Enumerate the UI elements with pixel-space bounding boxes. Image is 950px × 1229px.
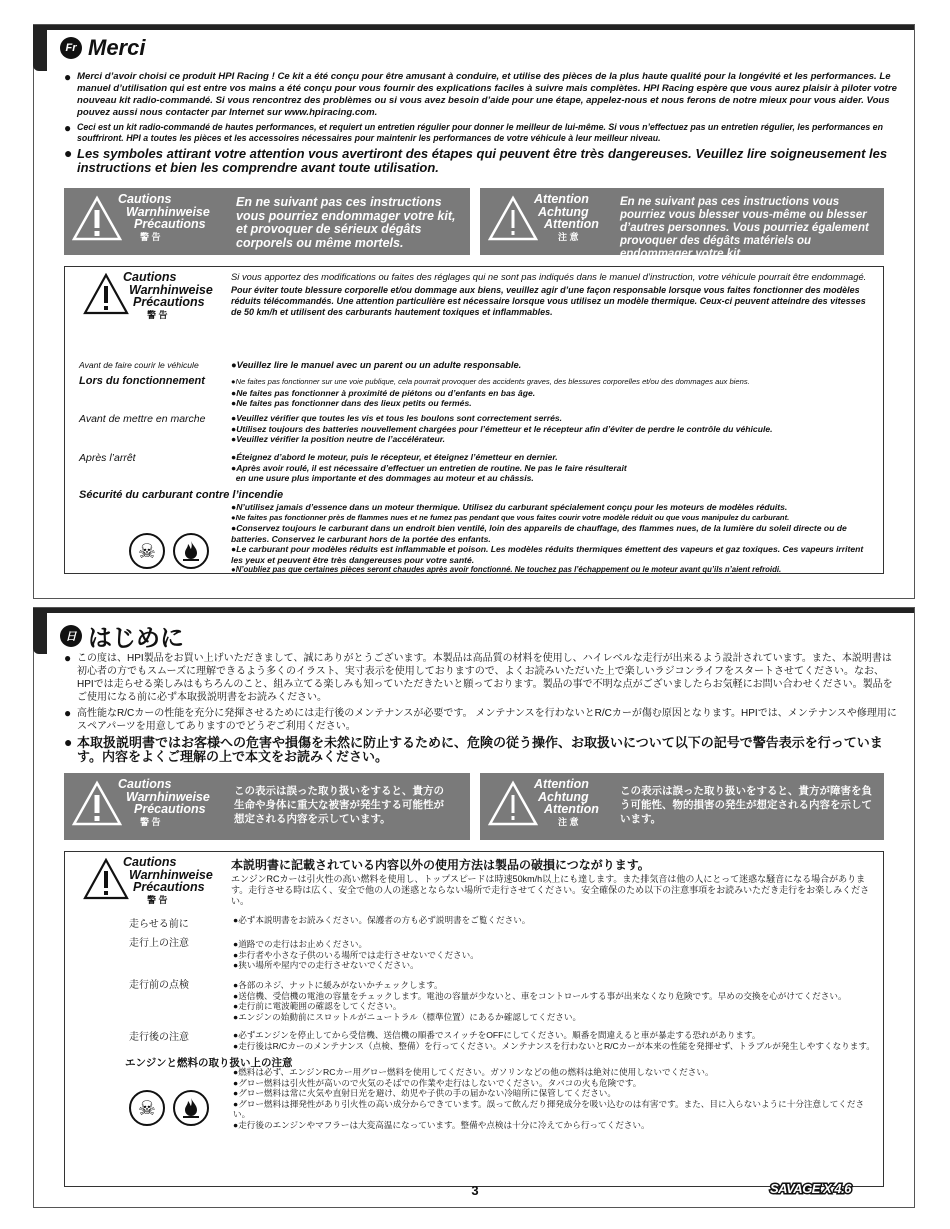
warning-row-items: ●Veuillez vérifier que toutes les vis et tous les boulons sont correctement serrés. ●Utilisez toujours des batteries nouvellement chargées pour l’émetteur et le récepteur afin d’éviter de perdre le contrôle du véhicule. ●Veuillez vérifier la position neutre de l’accélérateur.	[231, 413, 773, 444]
attention-message: この表示は誤った取り扱いをすると、貴方が障害を負う可能性、物的損害の発生が想定される内容を示しています。	[620, 785, 872, 825]
warning-row	[129, 1028, 875, 1051]
warning-row-items: ●必ず本説明書をお読みください。保護者の方も必ず説明書をご覧ください。	[233, 915, 531, 925]
warning-intro	[231, 271, 873, 318]
caution-message: En ne suivant pas ces instructions vous pourriez endommager votre kit, et provoquer de sérieux dégâts corporels ou même mortels.	[236, 195, 456, 250]
intro-bullets	[64, 652, 900, 767]
caution-notice-box	[64, 773, 470, 840]
flammable-fire-icon	[173, 1090, 209, 1126]
warning-triangle-icon	[72, 195, 122, 241]
warning-row-label: 走行前の点検	[129, 980, 189, 991]
warning-row	[79, 413, 875, 445]
section-tab	[33, 608, 47, 654]
intro-bullet: ● この度は、HPI製品をお買い上げいただきまして、誠にありがとうございます。本製品は高品質の材料を使用し、ハイレベルな走行が出来るよう設計されています。また、本説明書は初心者の方でもスムーズに理解できるよう多くのイラスト、実寸表示を使用しておりますので、よくお読みいただいた上で楽しいラジコンライフをスタートさせてください。なお、HPIでは走らせる楽しみはもちろんのこと、組み立てる楽しみも知っていただきたいと願っております。製品の事で不明な点がございましたらお気軽にお問い合わせください。製品をご使用になる前に必ず本取扱説明書をお読みください。	[64, 651, 893, 703]
language-badge: 日	[60, 625, 82, 647]
warning-row-items: ●Veuillez lire le manuel avec un parent ou un adulte responsable.	[231, 359, 522, 370]
japanese-section-panel	[33, 607, 915, 1208]
warning-row-items: ●道路での走行はお止めください。 ●歩行者や小さな子供のいる場所では走行させないでください。 ●狭い場所や屋内での走行させないでください。	[233, 939, 479, 970]
warning-labels: Cautions Warnhinweise Précautions 警 告	[123, 270, 213, 320]
warning-labels: Cautions Warnhinweise Précautions 警 告	[123, 855, 213, 905]
warning-intro-title: 本説明書に記載されている内容以外の使用方法は製品の破損につながります。	[231, 858, 650, 872]
attention-labels: Attention Achtung Attention 注 意	[534, 777, 599, 827]
warning-intro-text: Pour éviter toute blessure corporelle et/ou dommage aux biens, veuillez agir d’une façon responsable lorsque vous faites fonctionner des modèles réduits télécommandés. Une attention particulière est nécessaire lorsque vous utilisez un modèle thermique. Ceux-ci peuvent atteindre des vitesses de 50 km/h et utilisent des carburants hautement toxiques et inflammables.	[231, 285, 866, 317]
warning-row-label: Avant de faire courir le véhicule	[79, 360, 199, 370]
warning-row	[79, 375, 875, 409]
caution-labels: Cautions Warnhinweise Précautions 警 告	[118, 192, 210, 242]
safety-warning-box	[64, 851, 884, 1187]
intro-bullet-emphasis: ● Les symboles attirant votre attention vous avertiront des étapes qui peuvent être très dangereuses. Veuillez lire soigneusement les instructions et bien les comprendre avant toute utilisation.	[64, 145, 888, 175]
warning-row	[79, 452, 875, 484]
warning-row	[129, 915, 875, 930]
svg-text:SAVAGE X 4.6: SAVAGE X 4.6	[770, 1181, 851, 1196]
flammable-fire-icon	[173, 533, 209, 569]
page-number: 3	[471, 1183, 479, 1198]
caution-notice-box	[64, 188, 470, 255]
fuel-safety-items: ●燃料は必ず、エンジンRCカー用グロー燃料を使用してください。ガソリンなどの他の燃料は絶対に使用しないでください。 ●グロー燃料は引火性が高いので火気のそばでの作業や走行はしないでください。タバコの火も危険です。 ●グロー燃料は常に火気や直射日光を避け、幼児や子供の手の届かない冷暗所に保管してください。 ●グロー燃料は揮発性があり引火性の高い成分からできています。誤って飲んだり揮発成分を吸い込むのは有害です。また、目に入らないように十分注意してください。 ●走行後のエンジンやマフラーは大変高温になっています。整備や点検は十分に冷えてから行ってください。	[233, 1067, 865, 1130]
warning-row-items: ●必ずエンジンを停止してから受信機、送信機の順番でスイッチをOFFにしてください。順番を間違えると車が暴走する恐れがあります。 ●走行後はR/Cカーのメンテナンス（点検、整備）を行ってください。メンテナンスを行わないとR/Cカーが本来の性能を発揮せず、トラブルが発生しやすくなります。	[233, 1030, 875, 1051]
caution-labels: Cautions Warnhinweise Précautions 警 告	[118, 777, 210, 827]
fuel-safety-heading: Sécurité du carburant contre l’incendie	[79, 489, 284, 501]
attention-labels: Attention Achtung Attention 注 意	[534, 192, 599, 242]
caution-message: この表示は誤った取り扱いをすると、貴方の生命や身体に重大な被害が発生する可能性が想定される内容を示しています。	[234, 785, 444, 825]
warning-row	[79, 360, 875, 371]
intro-bullet-emphasis: ● 本取扱説明書ではお客様への危害や損傷を未然に防止するために、危険の従う操作、お取扱いについて以下の記号で警告表示を行っています。内容をよくご理解の上で本文をお読みください。	[64, 734, 883, 764]
attention-message: En ne suivant pas ces instructions vous pourriez vous blesser vous-même ou blesser d’autres personnes. Vous pourriez également provoquer des dégâts matériels ou endommager votre kit.	[620, 196, 869, 260]
intro-bullet: ● Ceci est un kit radio-commandé de hautes performances, et requiert un entretien régulier pour donner le meilleur de lui-même. Si vous n’effectuez pas un entretien régulier, les performances en souffriront. HPI a toutes les pièces et les accessoires nécessaires pour maintenir les performances de votre véhicule à leur meilleur niveau.	[64, 121, 883, 143]
warning-row-label: 走行上の注意	[129, 938, 189, 949]
warning-row-items: ●Éteignez d’abord le moteur, puis le récepteur, et éteignez l’émetteur en dernier. ●Après avoir roulé, il est nécessaire d’effectuer un entretien de routine. Ne pas le faire résulterait en une usure plus importante et des dommages au moteur et au châssis.	[231, 452, 627, 483]
warning-triangle-icon	[488, 780, 538, 826]
warning-row-items: ●Ne faites pas fonctionner sur une voie publique, cela pourrait provoquer des accidents graves, des blessures corporelles et/ou des dommages aux biens. ●Ne faites pas fonctionner à proximité de piétons ou d’enfants en bas âge. ●Ne faites pas fonctionner dans des lieux petits ou fermés.	[231, 377, 750, 408]
section-tab	[33, 25, 47, 71]
attention-notice-box	[480, 188, 884, 260]
warning-row-label: 走行後の注意	[129, 1032, 189, 1043]
language-badge: Fr	[60, 37, 82, 59]
hazard-icons	[129, 1090, 209, 1126]
attention-notice-box	[480, 773, 884, 840]
warning-row-label: Lors du fonctionnement	[79, 375, 205, 387]
french-section-panel	[33, 24, 915, 599]
intro-bullet: ● Merci d’avoir choisi ce produit HPI Racing ! Ce kit a été conçu pour être amusant à conduire, et utilise des pièces de la plus haute qualité pour la longévité et les performances. Le manuel d’utilisation qui est entre vos mains a été conçu pour vous fournir des explications faciles à suivre mais complètes. HPI Racing espère que vous aurez plaisir à piloter votre nouveau kit radio-commandé. Si vous rencontrez des problèmes ou si vous avez besoin d’aide pour une étape, appelez-nous et nous ferons de notre mieux pour vous aider. Vous pouvez aussi nous contacter par Internet sur www.hpiracing.com.	[64, 70, 897, 118]
hazard-icons	[129, 533, 209, 569]
warning-row-label: Avant de mettre en marche	[79, 413, 206, 425]
warning-row-items: ●各部のネジ、ナットに緩みがないかチェックします。 ●送信機、受信機の電池の容量をチェックします。電池の容量が少ないと、車をコントロールする事が出来なくなり危険です。早めの交換を心がけてください。 ●走行前に電波範囲の確認をしてください。 ●エンジンの始動前にスロットルがニュートラル（標準位置）にあるか確認してください。	[233, 980, 847, 1022]
section-heading	[60, 618, 184, 653]
warning-row-label: 走らせる前に	[129, 919, 189, 930]
poison-skull-icon: ☠	[129, 533, 165, 569]
safety-warning-box	[64, 266, 884, 574]
warning-row-label: Après l’arrêt	[79, 452, 136, 464]
warning-triangle-icon	[488, 195, 538, 241]
fuel-safety-heading: エンジンと燃料の取り扱い上の注意	[125, 1057, 293, 1069]
panel-top-bar	[34, 25, 914, 30]
intro-bullet: ● 高性能なR/Cカーの性能を充分に発揮させるためには走行後のメンテナンスが必要です。 メンテナンスを行わないとR/Cカーが傷む原因となります。HPIでは、メンテナンスや修理用にスペアパーツを用意してありますのでどうぞご利用ください。	[64, 706, 897, 732]
panel-top-bar	[34, 608, 914, 613]
section-title: はじめに	[88, 625, 184, 652]
fuel-safety-row	[129, 1067, 875, 1130]
warning-intro	[231, 860, 873, 907]
section-title: Merci	[88, 35, 146, 60]
intro-bullets	[64, 71, 900, 178]
warning-triangle-icon	[72, 780, 122, 826]
savage-x-logo	[768, 1175, 864, 1201]
warning-row	[129, 976, 875, 1022]
warning-row	[129, 934, 875, 971]
fuel-safety-items: ●N’utilisez jamais d’essence dans un moteur thermique. Utilisez du carburant spécialement conçu pour les moteurs de modèles réduits. ●Ne faites pas fonctionner près de flammes nues et ne fumez pas pendant que vous faites courir votre modèle réduit ou que vous manipulez du carburant. ●Conservez toujours le carburant dans un endroit bien ventilé, loin des appareils de chauffage, des flammes nues, de la lumière du soleil directe ou de batteries. Conservez le carburant hors de la portée des enfants. ●Le carburant pour modèles réduits est inflammable et poison. Les modèles réduits thermiques émettent des vapeurs et gaz toxiques. Ces vapeurs irritent les yeux et peuvent être très dangereuses pour votre santé. ●N’oubliez pas que certaines pièces seront chaudes après avoir fonctionné. Ne touchez pas l’échappement ou le moteur avant qu’ils n’aient refroidi.	[231, 502, 864, 574]
section-heading	[60, 35, 145, 61]
poison-skull-icon: ☠	[129, 1090, 165, 1126]
warning-intro-text: エンジンRCカーは引火性の高い燃料を使用し、トップスピードは時速50km/h以上にも達します。また排気音は他の人にとって迷惑な騒音になる場合があります。走行させる時は広く、安全で他の人の迷惑とならない場所で走行させてください。安全確保のため以下の注意事項をお読みいただき走行をお楽しみください。	[231, 874, 870, 906]
warning-intro-title: Si vous apportez des modifications ou faites des réglages qui ne sont pas indiqués dans le manuel d’instruction, votre véhicule pourrait être endommagé.	[231, 271, 867, 282]
